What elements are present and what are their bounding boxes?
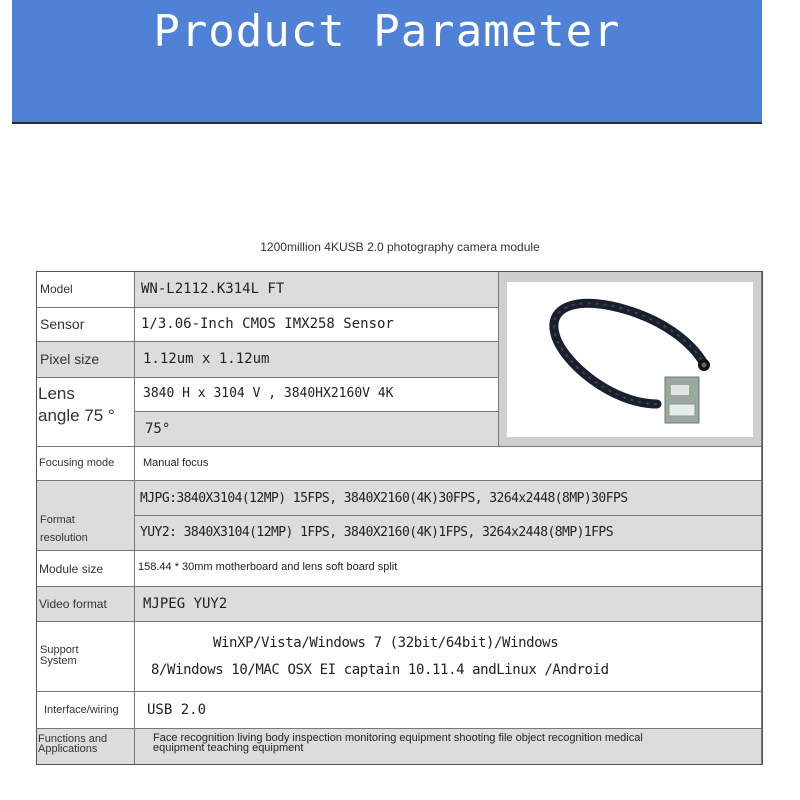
video-format-label: Video format bbox=[39, 597, 107, 611]
model-value-cell bbox=[135, 272, 499, 308]
sensor-label-cell bbox=[37, 308, 135, 342]
lens-angle-value-cell bbox=[135, 412, 499, 447]
video-format-label-cell bbox=[37, 587, 135, 622]
functions-value-cell bbox=[135, 729, 762, 764]
resolution-value-cell bbox=[135, 378, 499, 412]
module-size-label-cell bbox=[37, 551, 135, 587]
sensor-label: Sensor bbox=[40, 316, 85, 332]
format-resolution-label-cell bbox=[37, 481, 135, 551]
functions-label-line1: Functions and bbox=[38, 733, 108, 745]
interface-value-cell bbox=[135, 692, 762, 729]
functions-label-cell bbox=[37, 729, 135, 764]
header-banner bbox=[12, 0, 762, 124]
interface-value: USB 2.0 bbox=[147, 702, 207, 718]
format-resolution-label-line1: Format bbox=[40, 514, 75, 526]
product-subtitle: 1200million 4KUSB 2.0 photography camera module bbox=[260, 240, 540, 254]
module-size-label: Module size bbox=[39, 562, 104, 576]
focusing-mode-value: Manual focus bbox=[143, 457, 209, 469]
model-value: WN-L2112.K314L FT bbox=[141, 281, 285, 297]
pixel-size-value-cell bbox=[135, 342, 499, 378]
page-title: Product Parameter bbox=[153, 6, 621, 57]
support-system-line1: WinXP/Vista/Windows 7 (32bit/64bit)/Windows bbox=[213, 635, 559, 651]
spec-table bbox=[36, 271, 763, 765]
support-system-line2: 8/Windows 10/MAC OSX EI captain 10.11.4 andLinux /Android bbox=[151, 662, 609, 678]
product-photo-cell bbox=[499, 272, 762, 447]
focusing-mode-label-cell bbox=[37, 447, 135, 481]
video-format-value: MJPEG YUY2 bbox=[143, 596, 228, 612]
module-size-value-cell bbox=[135, 551, 762, 587]
pixel-size-label-cell bbox=[37, 342, 135, 378]
format-resolution-label-line2: resolution bbox=[40, 532, 88, 544]
yuy2-value-cell bbox=[135, 516, 762, 551]
mjpg-value: MJPG:3840X3104(12MP) 15FPS, 3840X2160(4K)30FPS, 3264x2448(8MP)30FPS bbox=[140, 491, 628, 506]
sensor-value-cell bbox=[135, 308, 499, 342]
lens-angle-label-line2: angle 75 ° bbox=[38, 406, 115, 425]
support-system-label-line2: System bbox=[40, 655, 77, 667]
functions-line1: Face recognition living body inspection monitoring equipment shooting file object recognition medical bbox=[153, 732, 643, 744]
mjpg-value-cell bbox=[135, 481, 762, 516]
focusing-mode-value-cell bbox=[135, 447, 762, 481]
pixel-size-value: 1.12um x 1.12um bbox=[143, 351, 270, 367]
lens-angle-label-cell bbox=[37, 378, 135, 447]
lens-angle-value: 75° bbox=[145, 421, 171, 437]
focusing-mode-label: Focusing mode bbox=[39, 457, 115, 469]
model-label-cell bbox=[37, 272, 135, 308]
sensor-value: 1/3.06-Inch CMOS IMX258 Sensor bbox=[141, 316, 394, 332]
functions-line2: equipment teaching equipment bbox=[153, 742, 304, 754]
camera-module-image bbox=[507, 282, 753, 437]
lens-angle-label-line1: Lens bbox=[38, 384, 75, 403]
interface-label: Interface/wiring bbox=[44, 704, 119, 716]
support-system-label-line1: Support bbox=[40, 644, 79, 656]
video-format-value-cell bbox=[135, 587, 762, 622]
yuy2-value: YUY2: 3840X3104(12MP) 1FPS, 3840X2160(4K)1FPS, 3264x2448(8MP)1FPS bbox=[140, 525, 613, 540]
interface-label-cell bbox=[37, 692, 135, 729]
resolution-value: 3840 H x 3104 V , 3840HX2160V 4K bbox=[143, 386, 394, 401]
pixel-size-label: Pixel size bbox=[40, 351, 100, 367]
support-system-value-cell bbox=[135, 622, 762, 692]
module-size-value: 158.44 * 30mm motherboard and lens soft board split bbox=[138, 561, 398, 573]
support-system-label-cell bbox=[37, 622, 135, 692]
model-label: Model bbox=[40, 282, 73, 296]
product-photo bbox=[507, 282, 753, 437]
functions-label-line2: Applications bbox=[38, 743, 98, 755]
